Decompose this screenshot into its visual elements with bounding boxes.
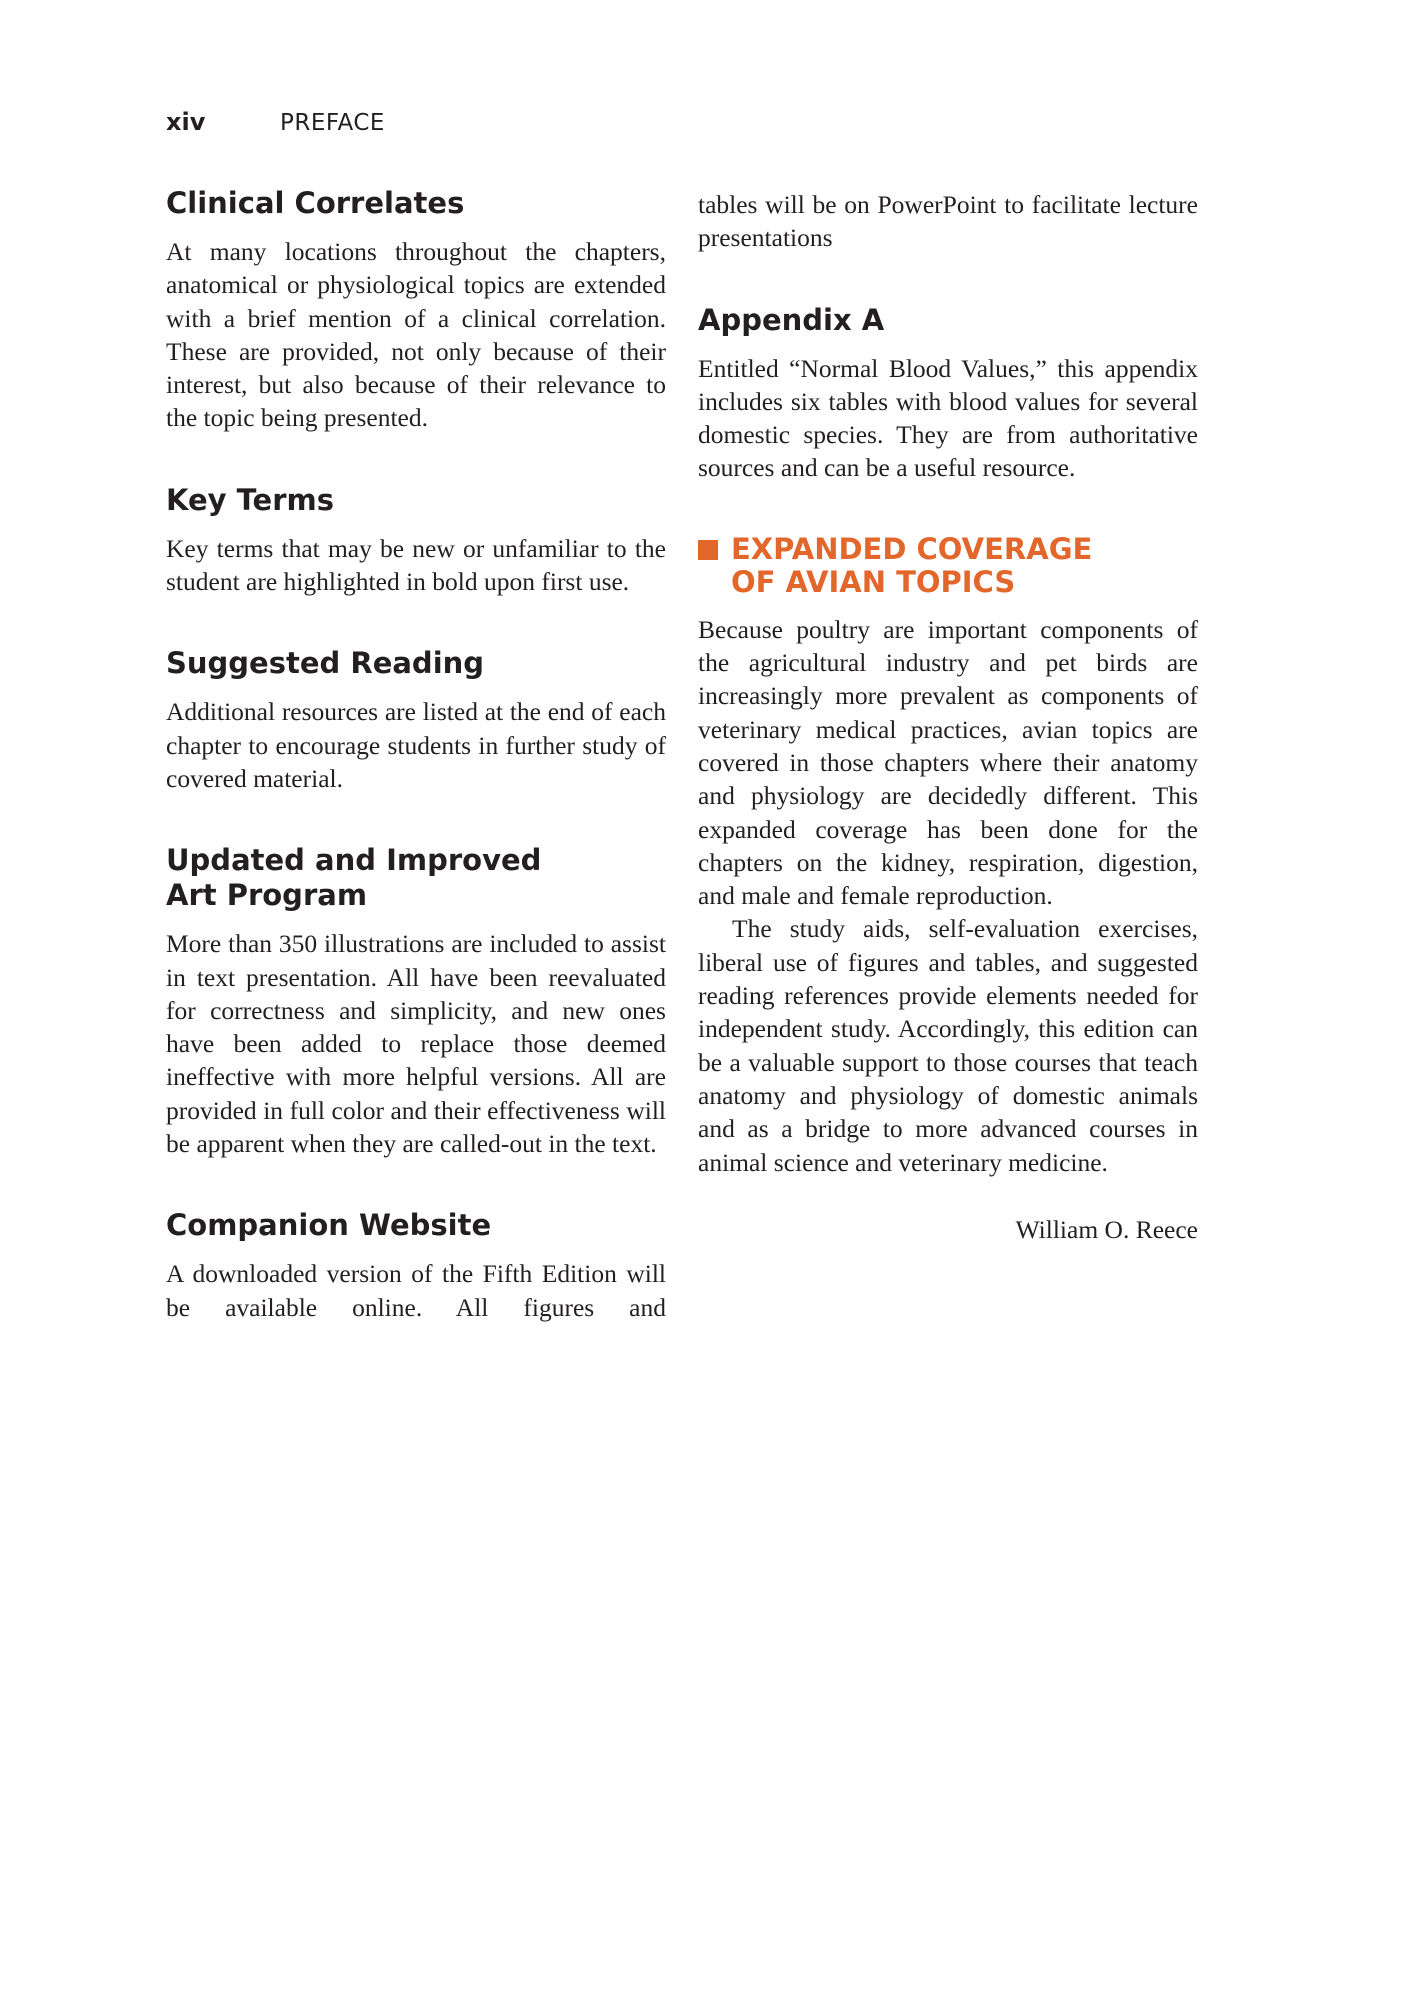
running-head	[166, 108, 385, 142]
companion-website-section	[166, 1208, 666, 1324]
appendix-a-section	[698, 303, 1198, 485]
continuation-text: tables will be on PowerPoint to facilitate lecture presentations	[698, 190, 1198, 253]
author-signature: William O. Reece	[1015, 1214, 1198, 1244]
suggested-reading-heading: Suggested Reading	[166, 646, 485, 681]
avian-heading	[698, 533, 1198, 599]
key-terms-section	[166, 483, 666, 599]
appendix-a-text: Entitled “Normal Blood Values,” this appendix includes six tables with blood values for several domestic species. They are from authoritative sources and can be a useful resource.	[698, 353, 1198, 483]
clinical-correlates-heading: Clinical Correlates	[166, 186, 465, 220]
companion-website-heading: Companion Website	[166, 1208, 492, 1243]
section-name: PREFACE	[280, 110, 385, 136]
art-program-text: More than 350 illustrations are included to assist in text presentation. All have been reevaluated for correctness and simplicity, and new ones have been added to replace those deemed ineffective with more helpful versions. All are provided in full color and their effectiveness will be apparent when they are called-out in the text.	[166, 929, 666, 1159]
appendix-a-heading: Appendix A	[698, 302, 885, 337]
avian-paragraph-2: The study aids, self-evaluation exercises, liberal use of figures and tables, and suggested reading references provide elements needed for independent study. Accordingly, this edition can be a valuable support to those courses that teach anatomy and physiology of domestic animals and as a bridge to more advanced courses in animal science and veterinary medicine.	[698, 914, 1198, 1177]
clinical-correlates-text: At many locations throughout the chapters, anatomical or physiological topics are extended with a brief mention of a clinical correlation. These are provided, not only because of their interest, but also because of their relevance to the topic being presented.	[166, 237, 666, 433]
key-terms-heading: Key Terms	[166, 482, 335, 517]
art-program-section	[166, 843, 666, 1160]
companion-website-text: A downloaded version of the Fifth Edition will be available online. All figures and	[166, 1259, 666, 1322]
left-column	[166, 186, 666, 1324]
avian-section	[698, 533, 1198, 1179]
suggested-reading-text: Additional resources are listed at the end of each chapter to encourage students in further study of covered material.	[166, 697, 666, 793]
avian-paragraph-1: Because poultry are important components of the agricultural industry and pet birds are increasingly more prevalent as components of veterinary medical practices, avian topics are covered in those chapters where their anatomy and physiology are decidedly different. This expanded coverage has been done for the chapters on the kidney, respiration, digestion, and male and female reproduction.	[698, 614, 1198, 911]
art-program-heading: Updated and Improved Art Program	[166, 843, 542, 913]
key-terms-text: Key terms that may be new or unfamiliar to the student are highlighted in bold upon first use.	[166, 533, 666, 597]
suggested-reading-section	[166, 646, 666, 795]
clinical-correlates-section	[166, 186, 666, 435]
right-column	[698, 188, 1198, 1246]
orange-square-icon	[698, 540, 718, 560]
page-number: xiv	[166, 108, 206, 136]
avian-heading-text: EXPANDED COVERAGE OF AVIAN TOPICS	[731, 531, 1093, 599]
